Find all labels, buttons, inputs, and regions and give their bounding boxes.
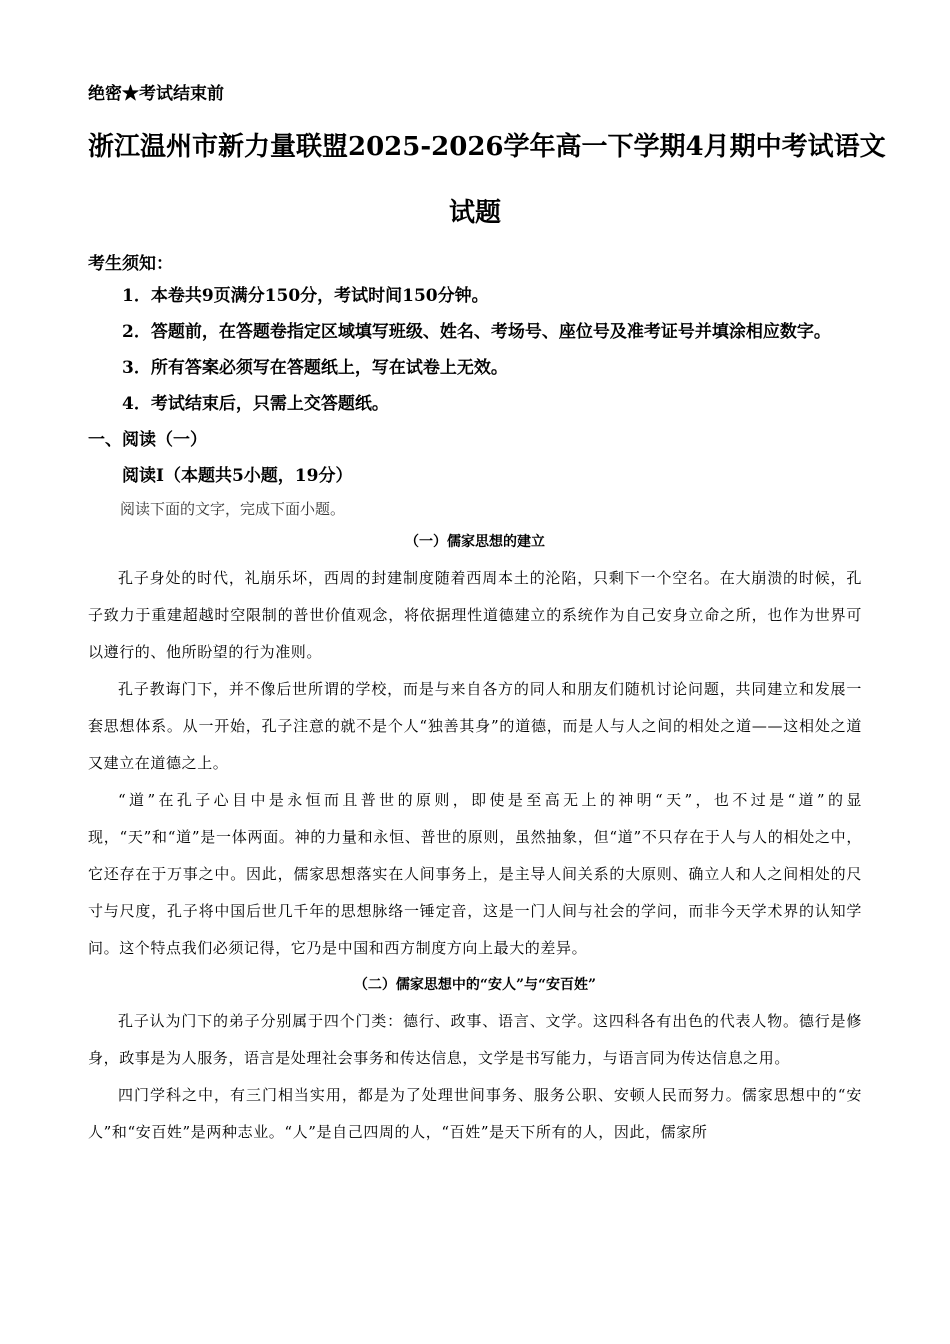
notice-item-3: 3．所有答案必须写在答题纸上，写在试卷上无效。 [122,358,508,378]
notice-item-4: 4．考试结束后，只需上交答题纸。 [122,394,389,414]
section-heading: 一、阅读（一） [88,430,207,450]
article-part1-title: （一）儒家思想的建立 [405,534,545,550]
article-paragraph: 孔子教诲门下，并不像后世所谓的学校，而是与来自各方的同人和朋友们随机讨论问题，共同建立和发展一套思想体系。从一开始，孔子注意的就不是个人“独善其身”的道德，而是人与人之间的相处之道——这相处之道又建立在道德之上。 [88,680,862,772]
article-paragraph: “道”在孔子心目中是永恒而且普世的原则，即使是至高无上的神明“天”，也不过是“道”的显现，“天”和“道”是一体两面。神的力量和永恒、普世的原则，虽然抽象，但“道”不只存在于人与人的相处之中，它还存在于万事之中。因此，儒家思想落实在人间事务上，是主导人间关系的大原则、确立人和人之间相处的尺寸与尺度，孔子将中国后世几千年的思想脉络一锤定音，这是一门人间与社会的学问，而非今天学术界的认知学问。这个特点我们必须记得，它乃是中国和西方制度方向上最大的差异。 [88,791,862,957]
title-line-2: 试题 [448,198,501,228]
title-line-1: 浙江温州市新力量联盟2025-2026学年高一下学期4月期中考试语文 [88,132,886,162]
notice-item-2: 2．答题前，在答题卷指定区域填写班级、姓名、考场号、座位号及准考证号并填涂相应数字。 [122,322,831,342]
article-paragraph: 四门学科之中，有三门相当实用，都是为了处理世间事务、服务公职、安顿人民而努力。儒家思想中的“安人”和“安百姓”是两种志业。“人”是自己四周的人，“百姓”是天下所有的人，因此，儒家所 [88,1086,862,1141]
notice-list [88,278,862,422]
section-subheading: 阅读Ⅰ（本题共5小题，19分） [122,466,353,486]
notice-item-1: 1．本卷共9页满分150分，考试时间150分钟。 [122,286,489,306]
confidential-label: 绝密★考试结束前 [88,84,224,104]
article-part2-title: （二）儒家思想中的“安人”与“安百姓” [353,977,597,993]
reading-instruction: 阅读下面的文字，完成下面小题。 [120,500,346,518]
exam-title [88,114,886,246]
article-paragraph: 孔子身处的时代，礼崩乐坏，西周的封建制度随着西周本土的沦陷，只剩下一个空名。在大崩溃的时候，孔子致力于重建超越时空限制的普世价值观念，将依据理性道德建立的系统作为自己安身立命之所，也作为世界可以遵行的、他所盼望的行为准则。 [88,569,862,661]
article-paragraph: 孔子认为门下的弟子分别属于四个门类：德行、政事、语言、文学。这四科各有出色的代表人物。德行是修身，政事是为人服务，语言是处理社会事务和传达信息，文学是书写能力，与语言同为传达信息之用。 [88,1012,862,1067]
notice-heading: 考生须知： [88,254,173,274]
